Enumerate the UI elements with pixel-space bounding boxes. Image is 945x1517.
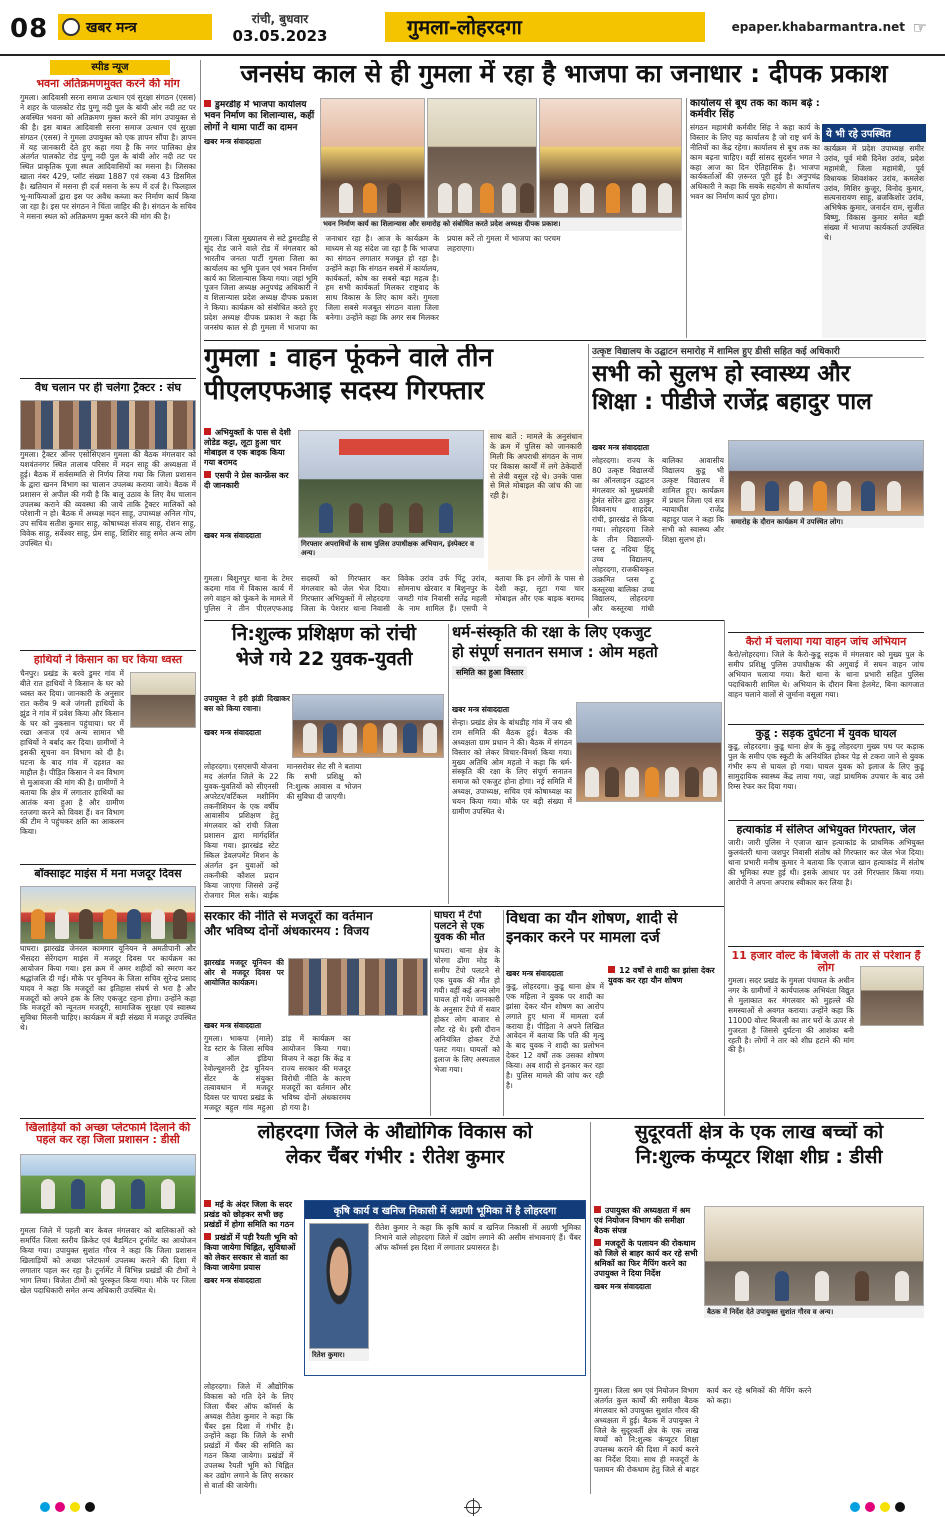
- lead-photo-caption: भवन निर्माण कार्य का शिलान्यास और समारोह को संबोधित करते प्रदेश अध्यक्ष दीपक प्रकाश।: [320, 218, 682, 231]
- dharma-dateline: खबर मन्त्र संवाददाता: [452, 705, 510, 714]
- damaged-house-photo: [130, 672, 196, 728]
- vehicle-check-headline: कैरो में चलाया गया वाहन जांच अभियान: [745, 636, 907, 648]
- computer-bullet-2: मजदूरों के पलायन की रोकथाम को जिले से बाहर कार्य कर रहे सभी श्रमिकों का फिर मैपिंग करने का उपायुक्त ने दिया निर्देश: [594, 1239, 698, 1278]
- labour-day-photo: [20, 886, 196, 944]
- industry-body-box: [204, 1382, 586, 1492]
- training-body: लोहरदगा। एसएसपी योजना मद अंतर्गत जिले के 22 युवक-युवतियों को सीएनसी अपरेटर/वर्टिकल मशीनिंग तकनीशियन के एक वर्षीय आवासीय प्रशिक्षण हेतु मंगलवार को रांची जिला प्रशासन द्वारा मार्गदर्शित किया गया। झारखंड स्टेट स्किल डेवलपमेंट मिशन के अंतर्गत इन युवाओं को तकनीकी कौशल प्रदान किया जाएगा जिससे उन्हें रोजगार मिल सके। बाईक मानसरोवर सेट सी ने बताया कि सभी प्रशिक्षु को नि:शुल्क आवास व भोजन की सुविधा दी जाएगी।: [204, 762, 362, 900]
- labour-note: झारखंड मजदूर यूनियन की ओर से मजदूर दिवस पर आयोजित कार्यक्रम।: [204, 958, 284, 987]
- widow-body: कुडू, लोहरदगा। कुडू थाना क्षेत्र में एक महिला ने युवक पर शादी का झांसा देकर यौन शोषण का आरोप लगाते हुए थाना में मामला दर्ज कराया है। पीड़िता ने अपने लिखित आवेदन में बताया कि पति की मृत्यु के बाद युवक ने शादी का प्रलोभन देकर 12 वर्षों तक उसका शोषण किया। अब शादी से इनकार कर रहा है। पुलिस मामले की जांच कर रही है।: [506, 982, 604, 1090]
- ghaghra-story: [434, 910, 500, 1116]
- pfi-bullet-2: एसपी ने प्रेस कान्फ्रेंस कर दी जानकारी: [204, 471, 289, 490]
- training-headline-2: भेजे गये 22 युवक-युवती: [235, 647, 413, 670]
- accident-headline: कुडू : सड़क दुर्घटना में युवक घायल: [755, 728, 897, 740]
- industry-headline-box: [204, 1122, 586, 1196]
- section-title: गुमला-लोहरदगा: [385, 12, 705, 42]
- labour-photo: [288, 958, 428, 1016]
- widow-headline-1: विधवा का यौन शोषण, शादी से: [506, 910, 678, 927]
- brand-logo[interactable]: [58, 14, 212, 40]
- widow-dateline: खबर मन्त्र संवाददाता: [506, 969, 564, 978]
- labour-headline-1: सरकार की नीति से मजदूरों का वर्तमान: [204, 910, 373, 923]
- pfi-body: गुमला। बिशुनपुर थाना के टेमर कदमा गांव में विकास कार्य में लगे वाहन को फूंकने के मामले में पुलिस ने तीन पीएलएफआइ सदस्यों को गिरफ्तार कर मंगलवार को जेल भेज दिया। गिरफ्तार अभियुक्तों में लोहरदगा जिला के पेशरार थाना निवासी विवेक उरांव उर्फ पिंटू उरांव, सोमनाथ खेरवार व बिशुनपुर के जमटी गांव निवासी सतेंद्र महली के नाम शामिल हैं। एसपी ने बताया कि इन लोगों के पास से देशी कट्टा, लूटा गया चार मोबाइल और एक बाइक बरामद: [204, 574, 584, 613]
- labour-headline-2: और भविष्य दोनों अंधकारमय : विजय: [204, 924, 370, 939]
- health-headline-2: शिक्षा : पीडीजे राजेंद्र बहादुर पाल: [592, 389, 872, 416]
- speed-story-3: [20, 654, 196, 864]
- banner: [339, 439, 449, 455]
- print-footer: [0, 1497, 945, 1517]
- page-number: 08: [10, 14, 49, 44]
- transformer-headline: 11 हजार वोल्ट के बिजली के तार से परेशान हैं लोग: [731, 950, 921, 975]
- training-headline-box: [204, 624, 444, 690]
- story-body: घाघरा। झारखंड जेनरल कामगार यूनियन ने अमतीपानी और भैंसदरा सेरेंगदाग माइंस में मजदूर दिवस पर कार्यक्रम का आयोजन किया गया। इस क्रम में अमर शहीदों को स्मरण कर श्रद्धांजलि दी गई। मौके पर यूनियन के जिला सचिव सुरेन्द्र प्रसाद यादव ने कहा कि मजदूरों का इतिहास संघर्ष से भरा है और मजदूरों को अपने हक के लिए एकजुट रहना होगा। उन्होंने कहा कि मजदूरों को न्यूनतम मजदूरी, सामाजिक सुरक्षा एवं स्वास्थ्य सुविधा मिलनी चाहिए। कार्यक्रम में बड़ी संख्या में मजदूर उपस्थित थे।: [20, 944, 196, 1033]
- issue-date: 03.05.2023: [232, 27, 328, 45]
- story-body: गुमला जिले में पहली बार केवल मंगलवार को बालिकाओं को समर्पित जिला स्तरीय क्रिकेट एवं बैडमिंटन टूर्नामेंट का आयोजन किया गया। उपायुक्त सुशांत गौरव ने कहा कि जिला प्रशासन खिलाड़ियों को अच्छा प्लेटफार्म उपलब्ध कराने की दिशा में लगातार पहल कर रहा है। टूर्नामेंट में विभिन्न प्रखंडों की टीमों ने भाग लिया। विजेता टीमों को पुरस्कृत किया गया। मौके पर जिला खेल पदाधिकारी समेत अन्य अधिकारी उपस्थित थे।: [20, 1226, 196, 1295]
- registration-mark-icon: [466, 1500, 480, 1514]
- epaper-link[interactable]: epaper.khabarmantra.net: [731, 20, 905, 34]
- training-dateline: खबर मन्त्र संवाददाता: [204, 727, 262, 737]
- dharma-body: सेन्हा। प्रखंड क्षेत्र के बांधडीह गांव में जय श्री राम समिति की बैठक हुई। बैठक की अध्यक्षता ग्राम प्रधान ने की। बैठक में संगठन विस्तार को लेकर विचार-विमर्श किया गया। मुख्य अतिथि ओम महतो ने कहा कि धर्म-संस्कृति की रक्षा के लिए संपूर्ण सनातन समाज को एकजुट होना होगा। नई समिति में अध्यक्ष, उपाध्यक्ष, सचिव एवं कोषाध्यक्ष का चयन किया गया। मौके पर बड़ी संख्या में ग्रामीण उपस्थित थे।: [452, 718, 572, 817]
- health-headline-box: [592, 344, 924, 436]
- widow-headline-2: इनकार करने पर मामला दर्ज: [506, 927, 660, 946]
- health-dateline: खबर मन्त्र संवाददाता: [592, 443, 650, 452]
- industry-bullets: [204, 1200, 300, 1380]
- widow-left: [506, 966, 604, 1116]
- health-body: लोहरदगा। राज्य के 80 उत्कृष्ट विद्यालयों का ऑनलाइन उद्घाटन मंगलवार को मुख्यमंत्री हेमंत सोरेन द्वारा ठाकुर विश्वनाथ शाहदेव, रांची, झारखंड से किया गया। लोहरदगा जिले के तीन विद्यालयों- प्लस टू नदिया हिंदू उच्च विद्यालय, लोहरदगा, राजकीयकृत उत्क्रमित प्लस टू कस्तूरबा बालिका उच्च विद्यालय, लोहरदगा और कस्तूरबा गांधी बालिका आवासीय विद्यालय कुडू भी उत्कृष्ट विद्यालय में शामिल हुए। कार्यक्रम में प्रधान जिला एवं सत्र न्यायाधीश राजेंद्र बहादुर पाल ने कहा कि सभी को स्वास्थ्य और शिक्षा सुलभ हो।: [592, 456, 724, 614]
- dharma-headline-2: हो संपूर्ण सनातन समाज : ओम महतो: [452, 642, 658, 661]
- dharma-sub: समिति का हुआ विस्तार: [452, 666, 527, 679]
- accident-body: कुडू, लोहरदगा। कुडू थाना क्षेत्र के कुडू लोहरदगा मुख्य पथ पर कड़ाक पुल के समीप एक स्कूटी के अनियंत्रित होकर पेड़ से टकरा जाने से युवक गंभीर रूप से घायल हो गया। घायल युवक को इलाज के लिए कुडू सामुदायिक स्वास्थ्य केंद्र लाया गया, जहां प्राथमिक उपचार के बाद उसे रिम्स रेफर कर दिया गया।: [728, 742, 924, 791]
- lead-headline: जनसंघ काल से ही गुमला में रहा है भाजपा का जनाधार : दीपक प्रकाश: [240, 60, 888, 88]
- lead-side-story: [690, 98, 820, 338]
- lead-bullet: डुमरडीह में भाजपा कार्यालय भवन निर्माण का शिलान्यास, कहीं लोगों ने थामा पार्टी का दामन: [204, 100, 315, 133]
- pfi-headline-1: गुमला : वाहन फूंकने वाले तीन: [204, 344, 493, 373]
- headline: हाथियों ने किसान का घर किया ध्वस्त: [33, 654, 183, 666]
- industry-box-head: कृषि कार्य व खनिज निकासी में अग्रणी भूमिका में है लोहरदगा: [305, 1201, 585, 1219]
- tractor-meeting-photo: [20, 400, 196, 450]
- industry-box: [304, 1200, 586, 1376]
- ghaghra-body: घाघरा। थाना क्षेत्र के चोरगा ढोंगा मोड़ के समीप टेंपो पलटने से एक युवक की मौत हो गयी। वहीं कई अन्य लोग घायल हो गये। जानकारी के अनुसार टेंपो में सवार होकर लोग बाजार से लौट रहे थे। इसी दौरान अनियंत्रित होकर टेंपो पलट गया। घायलों को इलाज के लिए अस्पताल भेजा गया।: [434, 946, 500, 1074]
- pfi-caption: गिरफ्तार अपराधियों के साथ पुलिस उपाधीक्षक अभियान, इंस्पेक्टर व अन्य।: [298, 538, 484, 558]
- industry-dateline: खबर मन्त्र संवाददाता: [204, 1276, 262, 1285]
- computer-dateline: खबर मन्त्र संवाददाता: [594, 1282, 652, 1291]
- transformer-photo: [860, 966, 924, 1026]
- dharma-photo: [576, 702, 722, 802]
- labour-headline-box: [204, 910, 428, 954]
- present-box: [822, 124, 926, 338]
- industry-headline-1: लोहरदगा जिले के औद्योगिक विकास को: [257, 1122, 533, 1143]
- headline: वैध चलान पर ही चलेगा ट्रैक्टर : संघ: [35, 382, 181, 394]
- side-headline: कार्यालय से बूथ तक का काम बढ़े : कर्मवीर सिंह: [690, 98, 820, 120]
- industry-box-body: रीतेश कुमार ने कहा कि कृषि कार्य व खनिज निकासी में अग्रणी भूमिका निभाने वाले लोहरदगा जिले में उद्योग लगाने की असीम संभावनाएं हैं। चैंबर ऑफ कॉमर्स इस दिशा में लगातार प्रयासरत है।: [375, 1223, 581, 1252]
- dharma-headline-box: [452, 624, 722, 700]
- present-head: ये भी रहे उपस्थित: [822, 124, 926, 142]
- computer-body: गुमला। जिला श्रम एवं नियोजन विभाग अंतर्गत कुल कार्यों की समीक्षा बैठक मंगलवार को उपायुक्त सुशांत गौरव की अध्यक्षता में हुई। बैठक में उपायुक्त ने जिले के सुदूरवर्ती क्षेत्र के एक लाख बच्चों को नि:शुल्क कंप्यूटर शिक्षा उपलब्ध कराने की दिशा में कार्य करने का निर्देश दिया। साथ ही मजदूरों के पलायन की रोकथाम हेतु जिले से बाहर कार्य कर रहे श्रमिकों की मैपिंग करने को कहा।: [594, 1386, 812, 1475]
- training-photo-caption-box: [204, 694, 290, 754]
- pfi-bullets: [204, 428, 296, 528]
- computer-caption: बैठक में निर्देश देते उपायुक्त सुशांत गौरव व अन्य।: [704, 1306, 924, 1318]
- accident-story: [728, 728, 924, 818]
- labour-body-box: [204, 1018, 428, 1114]
- sports-tournament-photo: [20, 1154, 196, 1214]
- portrait-photo: [309, 1223, 369, 1349]
- computer-bullets: [594, 1206, 700, 1386]
- health-kicker: उत्कृष्ट विद्यालय के उद्घाटन समारोह में शामिल हुए डीसी सहित कई अधिकारी: [592, 344, 924, 358]
- pointer-icon: ☞: [912, 18, 927, 37]
- vehicle-check-story: [728, 636, 924, 722]
- pfi-body-box: [204, 528, 584, 616]
- computer-body-box: [594, 1386, 924, 1492]
- speed-story-4: [20, 868, 196, 1118]
- speed-story-2: [20, 382, 196, 650]
- story-body: गुमला। आदिवासी सरना समाज उत्थान एवं सुरक्षा संगठन (एसस) ने शहर के पालकोट रोड पुग्गू नदी पुल के बांयी ओर नदी तट पर अवस्थित भवना को अतिक्रमण मुक्त करने की मांग उपायुक्त से की है। इस बाबत आदिवासी सरना समाज उत्थान एवं सुरक्षा संगठन (एसस) ने गुमला उपायुक्त को एक ज्ञापन सौंपा है। ज्ञापन में यह जानकारी देते हुए कहा गया है कि नगर पालिका क्षेत्र अंतर्गत पालकोट रोड पुग्गू नदी पुल के बांयी ओर नदी तट पर स्थित प्राकृतिक पूजा स्थल आदिवासियों का मसना है। जिसका खाता नंबर 429, प्लॉट संख्या 1887 एवं रकबा 43 डिसमिल है। खतियान में मसना ही दर्ज मसना के रूप में दर्ज है। फिलहाल भू-माफियाओं द्वारा इस पर अवैध कब्जा कर निर्माण कार्य किया जा रहा है। इस पर संगठन ने चिंता जाहिर की है। संगठन के सचिव ने मसना स्थल को अतिक्रमण मुक्त करने की मांग की है।: [20, 93, 196, 221]
- speed-story-1: [20, 78, 196, 378]
- transformer-body: गुमला। सदर प्रखंड के गुमला पंचायत के अधीन नगर के ग्रामीणों ने कार्यपालक अभियंता विद्युत से मुलाकात कर मंगलवार को मुहल्ले की समस्याओं से अवगत कराया। उन्होंने कहा कि 11000 वोल्ट बिजली का तार घरों के ऊपर से गुजरता है जिससे दुर्घटना की आशंका बनी रहती है। लोगों ने तार को शीघ्र हटाने की मांग की है।: [728, 976, 854, 1055]
- side-body: संगठन महामंत्री कर्मवीर सिंह ने कहा कार्य के विस्तार के लिए यह कार्यालय है जो राष्ट्र धर्म के नीतियों का केंद्र रहेगा। कार्यालय से बूथ तक का काम बढ़ना चाहिए। वहीं सांसद सुदर्शन भगत ने कहा आज का दिन ऐतिहासिक है। भाजपा कार्यकर्ताओं की ज़रूरत पूरी हुई है। अनुपचंद्र अधिकारी ने कहा कि सबके सहयोग से कार्यालय भवन का निर्माण कार्य पूरा होगा।: [690, 123, 820, 202]
- lead-body: गुमला। जिला मुख्यालय से सटे डुमरडीह से सूंद रोड जाने वाले रोड में मंगलवार को भारतीय जनता पार्टी गुमला जिला का कार्यालय का भूमि पूजन एवं भवन निर्माण कार्य का शिलान्यास किया गया। जहां भूमि पूजन जिला अध्यक्ष अनुपचंद्र अधिकारी ने व शिलान्यास प्रदेश अध्यक्ष दीपक प्रकाश ने किया। कार्यक्रम को संबोधित करते हुए प्रदेश अध्यक्ष दीपक प्रकाश ने कहा कि जनसंघ काल से ही गुमला में भाजपा का जनाधार रहा है। आज के कार्यक्रम के माध्यम से यह संदेश जा रहा है कि भाजपा का संगठन लगातार मजबूत हो रहा है। उन्होंने कहा कि संगठन सबसे में कार्यालय, कार्यकर्ता, कोष का सबसे बड़ा महत्व है। हम सभी कार्यकर्ता मिलकर राष्ट्रवाद के साथ विकास के लिए काम करें। गुमला जिला सबसे मजबूत संगठन वाला जिला बनेगा। उन्होंने कहा कि अगर सब मिलकर प्रयास करें तो गुमला में भाजपा का परचम लहराएगा।: [204, 234, 561, 333]
- training-headline-1: नि:शुल्क प्रशिक्षण को रांची: [231, 624, 417, 645]
- headline: भवना अतिक्रमणमुक्त करने की मांग: [36, 78, 180, 90]
- industry-bullet-1: मई के अंदर जिला के सदर प्रखंड को छोड़कर सभी छह प्रखंडों में होगा समिति का गठन: [204, 1200, 294, 1229]
- speed-story-5: [20, 1122, 196, 1494]
- industry-body: लोहरदगा। जिले में औद्योगिक विकास को गति देने के लिए जिला चैंबर ऑफ कॉमर्स के अध्यक्ष रीतेश कुमार ने कहा कि चैंबर इस दिशा में गंभीर है। उन्होंने कहा कि जिले के सभी प्रखंडों में चैंबर की समिति का गठन किया जायेगा। प्रखंडों में उपलब्ध रैयती भूमि को चिह्नित कर उद्योग लगाने के लिए सरकार से वार्ता की जायेगी।: [204, 1382, 294, 1490]
- jail-story: [728, 824, 924, 944]
- health-body-box: [592, 440, 724, 618]
- health-photo: [728, 440, 924, 516]
- computer-meeting-photo: [704, 1206, 924, 1306]
- speed-news-tag: स्पीड न्यूज: [50, 60, 170, 75]
- present-body: कार्यक्रम में प्रदेश उपाध्यक्ष समीर उरांव, पूर्व मंत्री दिनेश उरांव, प्रदेश महामंत्री, जिला महामंत्री, पूर्व विधायक शिवशंकर उरांव, कमलेश उरांव, मिशिर कुजूर, विनोद कुमार, सत्यनारायण साहू, ब्रजकिशोर उरांव, अभिषेक कुमार, जनार्दन राम, सुजीत बिष्णु, विकास कुमार समेत बड़ी संख्या में भाजपा कार्यकर्ता उपस्थित थे।: [824, 144, 924, 243]
- ghaghra-headline: घाघरा में टेंपो पलटने से एक युवक की मौत: [434, 910, 485, 943]
- widow-headline-box: [506, 910, 722, 966]
- training-photo-caption: उपायुक्त ने हरी झंडी दिखाकर बस को किया रवाना।: [204, 694, 290, 713]
- industry-headline-2: लेकर चैंबर गंभीर : रीतेश कुमार: [285, 1145, 505, 1168]
- computer-headline-box: [594, 1122, 924, 1202]
- industry-bullet-2: प्रखंडों में पड़ी रैयती भूमि को किया जायेगा चिह्नित, सुविधाओं को लेकर सरकार से वार्ता का किया जायेगा प्रयास: [204, 1233, 298, 1272]
- labour-note-box: [204, 958, 284, 1014]
- story-body: गुमला। ट्रैक्टर ऑनर एसोसिएशन गुमला की बैठक मंगलवार को यशवंतनगर स्थित तालाब परिसर में मदन साहू की अध्यक्षता में हुई। बैठक में सर्वसम्मति से निर्णय लिया गया कि जिला प्रशासन के द्वारा खनन विभाग का चालान उपलब्ध कराया जाये। बैठक में प्रशासन से अपील की गयी है कि बालू उठाव के लिए वैध चालान उपलब्ध कराने की व्यवस्था की जाये ताकि ट्रैक्टर मालिकों को परेशानी न हो। बैठक में अध्यक्ष मदन साहू, उपाध्यक्ष अनिल गोप, उप सचिव सतीश कुमार साहू, कोषाध्यक्ष संजय साहू, रोशन साहू, विवेक साहू, सर्वेश्वर साहू, प्रेम साहू, शिशिर साहू समेत अन्य लोग उपस्थित थे।: [20, 450, 196, 549]
- pfi-headline-box: [204, 344, 584, 424]
- color-bar-right: [850, 1502, 905, 1512]
- lead-body-box: [204, 150, 682, 336]
- pfi-headline-2: पीएलएफआइ सदस्य गिरफ्तार: [204, 375, 485, 406]
- transformer-story: [728, 950, 924, 1114]
- training-body-box: [204, 762, 444, 902]
- labour-body: गुमला। भाकपा (माले) रेड स्टार के जिला सचिव व ऑल इंडिया रेवोल्यूशनरी ट्रेड यूनियन सेंटर के संयुक्त तत्वावधान में मजदूर दिवस पर चापरा प्रखंड के मजदूर बहुल गांव महुआ डांड़ में कार्यक्रम का आयोजन किया गया। विजय ने कहा कि केंद्र व राज्य सरकार की मजदूर विरोधी नीति के कारण मजदूरों का वर्तमान और भविष्य दोनों अंधकारमय हो गया है।: [204, 1034, 351, 1113]
- pfi-bullet-1: अभियुक्तों के पास से देशी लोडेड कट्टा, लूटा हुआ चार मोबाइल व एक बाइक किया गया बरामद: [204, 428, 291, 467]
- widow-right: [608, 966, 722, 1116]
- portrait-caption: रितेश कुमार।: [309, 1349, 369, 1361]
- dateline: [225, 10, 335, 45]
- brand-name: खबर मन्त्र: [86, 19, 137, 36]
- widow-bullet: 12 वर्षों से शादी का झांसा देकर युवक कर रहा यौन शोषण: [608, 966, 715, 985]
- dharma-headline-1: धर्म-संस्कृति की रक्षा के लिए एकजुट: [452, 624, 652, 641]
- labour-dateline: खबर मन्त्र संवाददाता: [204, 1021, 262, 1030]
- lead-dateline: खबर मन्त्र संवाददाता: [204, 136, 262, 146]
- headline: बॉक्साइट माइंस में मना मजदूर दिवस: [34, 868, 182, 880]
- pfi-dateline: खबर मन्त्र संवाददाता: [204, 531, 262, 540]
- color-bar-left: [40, 1502, 95, 1512]
- pfi-arrest-photo: [298, 430, 484, 538]
- pfi-side-text: साथ बातें : मामले के अनुसंधान के क्रम में पुलिस को जानकारी मिली कि अपराधी संगठन के नाम पर विकास कार्यों में लगे ठेकेदारों से लेवी वसूल रहे थे। उनके पास से मिले मोबाइल की जांच की जा रही है।: [490, 432, 582, 501]
- jail-headline: हत्याकांड में संलिप्त अभियुक्त गिरफ्तार, जेल: [736, 824, 916, 836]
- lead-headline-box: [204, 60, 924, 96]
- headline: खिलाड़ियों को अच्छा प्लेटफार्म दिलाने की पहल कर रहा जिला प्रशासन : डीसी: [25, 1122, 191, 1147]
- vehicle-check-body: कैरो/लोहरदगा। जिले के कैरो-कुडू सड़क में मंगलवार को मुख्य पुल के समीप प्रशिक्षु पुलिस उपाधीक्षक की अगुवाई में सघन वाहन जांच अभियान चलाया गया। कैरो थाना के थाना प्रभारी सहित पुलिस पदाधिकारी शामिल थे। अभियान के दौरान बिना हेलमेट, बिना कागजात वाहन चलाने वालों से जुर्माना वसूला गया।: [728, 650, 924, 699]
- masthead: [0, 0, 945, 56]
- dharma-body-box: [452, 702, 572, 902]
- computer-headline-1: सुदूरवर्ती क्षेत्र के एक लाख बच्चों को: [634, 1122, 884, 1143]
- health-headline-1: सभी को सुलभ हो स्वास्थ्य और: [592, 361, 851, 387]
- computer-bullet-1: उपायुक्त की अध्यक्षता में श्रम एवं नियोजन विभाग की समीक्षा बैठक संपन्न: [594, 1206, 691, 1235]
- story-body: चैनपुर। प्रखंड के बरवे डुमर गांव में बीते रात हाथियों ने किसान के घर को ध्वस्त कर दिया। जानकारी के अनुसार रात करीब 9 बजे जंगली हाथियों के झुंड ने गांव में प्रवेश किया और किसान के घर को नुकसान पहुंचाया। घर में रखा अनाज एवं अन्य सामान भी हाथियों ने बर्बाद कर दिया। ग्रामीणों ने इसकी सूचना वन विभाग को दी है। घटना के बाद गांव में दहशत का माहौल है। पीड़ित किसान ने वन विभाग से मुआवजा की मांग की है। ग्रामीणों ने बताया कि क्षेत्र में लगातार हाथियों का आतंक बना हुआ है और ग्रामीण रतजगा करने को विवश हैं। वन विभाग की टीम ने पहुंचकर क्षति का आकलन किया।: [20, 669, 124, 837]
- health-caption: समारोह के दौरान कार्यक्रम में उपस्थित लोग।: [728, 516, 924, 528]
- brand-logo-icon: [62, 18, 80, 36]
- city-day: रांची, बुधवार: [251, 12, 309, 26]
- jail-body: जारी। जारी पुलिस ने एजाज खान हत्याकांड के प्राथमिक अभियुक्त कुलवंतरी थाना जशपुर निवासी संतोष को गिरफ्तार कर जेल भेज दिया। थाना प्रभारी मनीष कुमार ने बताया कि एजाज खान हत्याकांड में संतोष की भूमिका स्पष्ट हुई थी। इसके आधार पर उसे गिरफ्तार किया गया। आरोपी ने अपना अपराध स्वीकार कर लिया है।: [728, 838, 924, 887]
- computer-headline-2: नि:शुल्क कंप्यूटर शिक्षा शीघ्र : डीसी: [635, 1145, 883, 1168]
- training-photo: [292, 694, 444, 758]
